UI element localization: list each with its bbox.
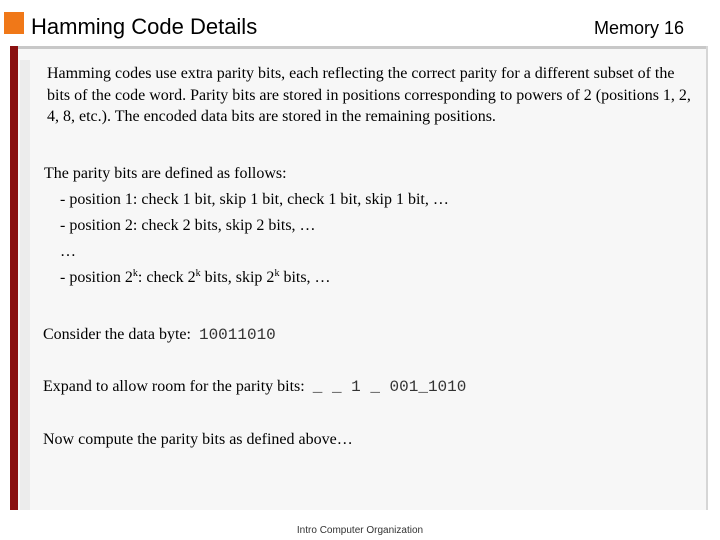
rule-ellipsis: …: [60, 243, 76, 260]
rule-k-sup-1: k: [132, 268, 138, 279]
rule-k-part-1: - position 2: [60, 269, 133, 286]
rule-k-part-2: : check 2: [137, 269, 196, 286]
compute-line: Now compute the parity bits as defined above…: [43, 431, 353, 448]
rule-k-sup-3: k: [274, 268, 280, 279]
rule-k-part-3: bits, skip 2: [200, 269, 275, 286]
rule-position-2: - position 2: check 2 bits, skip 2 bits, …: [60, 217, 316, 234]
consider-line: [43, 325, 276, 345]
left-accent-bar: [10, 46, 18, 510]
rule-k-sup-2: k: [195, 268, 201, 279]
data-byte-value: 10011010: [198, 326, 276, 344]
consider-label: Consider the data byte:: [43, 326, 191, 343]
rule-position-1: - position 1: check 1 bit, skip 1 bit, check 1 bit, skip 1 bit, …: [60, 191, 449, 208]
slide-title: Hamming Code Details: [31, 14, 258, 39]
right-divider: [706, 46, 708, 510]
slide-number-label: Memory 16: [594, 18, 685, 38]
footer-text: Intro Computer Organization: [296, 525, 424, 536]
left-shadow-bar: [20, 60, 30, 510]
intro-paragraph: Hamming codes use extra parity bits, each reflecting the correct parity for a different subset of the bits of the code word. Parity bits are stored in positions corresponding to powers of 2 (positions 1, 2, 4, 8, etc.). The encoded data bits are stored in the remaining positions.: [47, 65, 691, 125]
parity-heading: The parity bits are defined as follows:: [44, 165, 287, 182]
rule-k-part-4: bits, …: [279, 269, 331, 286]
expand-line: [43, 377, 466, 397]
top-divider: [18, 46, 708, 49]
title-accent-square: [4, 12, 24, 34]
expand-label: Expand to allow room for the parity bits:: [43, 378, 305, 395]
rule-position-2k: [60, 268, 331, 288]
expanded-bits-value: _ _ 1 _ 001_1010: [312, 378, 467, 396]
